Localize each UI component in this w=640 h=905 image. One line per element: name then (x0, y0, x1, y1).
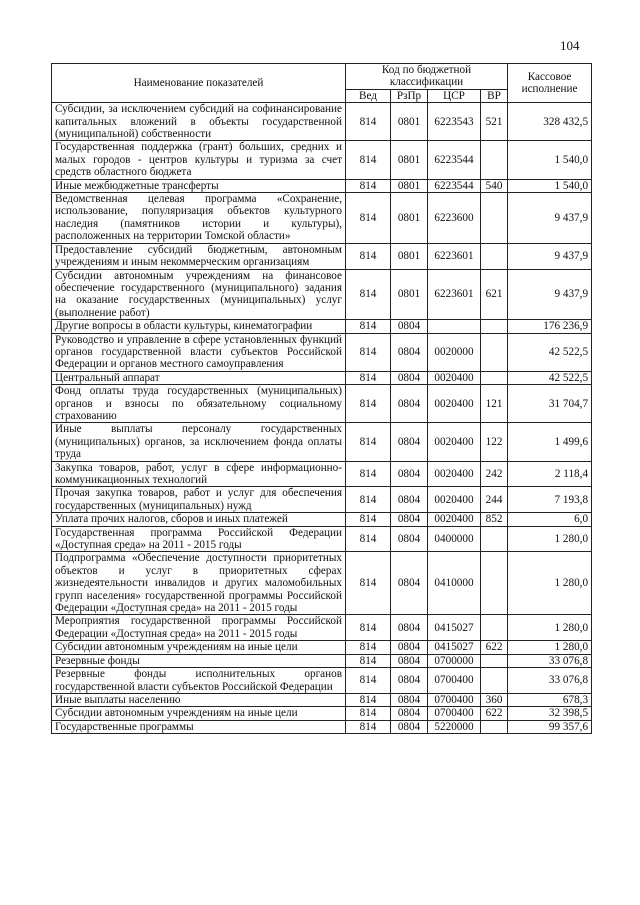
table-row (52, 552, 592, 615)
table-header-row-1 (52, 64, 592, 90)
row-name-cell: Субсидии, за исключением субсидий на софинансирование капитальных вложений в объекты государственной (муниципальной) собственности (52, 103, 346, 141)
row-name-cell: Руководство и управление в сфере установленных функций органов государственной власти субъектов Российской Федерации и органов местного самоуправления (52, 333, 346, 371)
row-name-cell: Мероприятия государственной программы Российской Федерации «Доступная среда» на 2011 - 2015 годы (52, 615, 346, 641)
row-rzpr-cell: 0804 (391, 552, 428, 615)
row-csr-cell: 0700400 (428, 707, 481, 720)
row-ved-cell: 814 (346, 320, 391, 333)
row-rzpr-cell: 0804 (391, 615, 428, 641)
row-ved-cell: 814 (346, 641, 391, 654)
row-rzpr-cell: 0804 (391, 461, 428, 487)
row-sum-cell: 1 540,0 (508, 179, 592, 192)
row-rzpr-cell: 0804 (391, 668, 428, 694)
row-rzpr-cell: 0804 (391, 513, 428, 526)
row-ved-cell: 814 (346, 668, 391, 694)
row-vr-cell: 360 (481, 693, 508, 706)
row-ved-cell: 814 (346, 193, 391, 244)
table-row (52, 333, 592, 371)
row-sum-cell: 1 280,0 (508, 552, 592, 615)
row-vr-cell (481, 668, 508, 694)
row-csr-cell: 0415027 (428, 615, 481, 641)
row-name-cell: Резервные фонды (52, 654, 346, 667)
row-rzpr-cell: 0801 (391, 243, 428, 269)
row-sum-cell: 328 432,5 (508, 103, 592, 141)
row-sum-cell: 42 522,5 (508, 333, 592, 371)
table-row (52, 513, 592, 526)
row-csr-cell (428, 320, 481, 333)
row-name-cell: Иные выплаты населению (52, 693, 346, 706)
row-sum-cell: 9 437,9 (508, 269, 592, 320)
row-csr-cell: 6223544 (428, 179, 481, 192)
row-csr-cell: 0020400 (428, 513, 481, 526)
row-sum-cell: 1 499,6 (508, 423, 592, 461)
row-ved-cell: 814 (346, 141, 391, 179)
header-vr: ВР (481, 89, 508, 102)
table-row (52, 461, 592, 487)
row-csr-cell: 0415027 (428, 641, 481, 654)
row-ved-cell: 814 (346, 526, 391, 552)
row-name-cell: Государственные программы (52, 720, 346, 733)
row-csr-cell: 0020400 (428, 461, 481, 487)
row-vr-cell: 852 (481, 513, 508, 526)
table-row (52, 641, 592, 654)
row-vr-cell: 242 (481, 461, 508, 487)
row-rzpr-cell: 0804 (391, 693, 428, 706)
header-csr: ЦСР (428, 89, 481, 102)
row-vr-cell: 622 (481, 707, 508, 720)
table-row (52, 269, 592, 320)
row-vr-cell: 121 (481, 385, 508, 423)
row-ved-cell: 814 (346, 654, 391, 667)
row-name-cell: Предоставление субсидий бюджетным, автономным учреждениям и иным некоммерческим организациям (52, 243, 346, 269)
row-csr-cell: 0700000 (428, 654, 481, 667)
row-csr-cell: 0020000 (428, 333, 481, 371)
row-vr-cell: 521 (481, 103, 508, 141)
row-csr-cell: 6223600 (428, 193, 481, 244)
header-rzpr: РзПр (391, 89, 428, 102)
row-rzpr-cell: 0804 (391, 654, 428, 667)
table-row (52, 320, 592, 333)
row-sum-cell: 1 280,0 (508, 526, 592, 552)
row-rzpr-cell: 0804 (391, 707, 428, 720)
row-rzpr-cell: 0801 (391, 269, 428, 320)
row-vr-cell: 622 (481, 641, 508, 654)
row-rzpr-cell: 0804 (391, 423, 428, 461)
row-csr-cell: 0700400 (428, 668, 481, 694)
row-sum-cell: 7 193,8 (508, 487, 592, 513)
row-sum-cell: 2 118,4 (508, 461, 592, 487)
row-sum-cell: 99 357,6 (508, 720, 592, 733)
row-sum-cell: 32 398,5 (508, 707, 592, 720)
row-sum-cell: 1 280,0 (508, 615, 592, 641)
row-csr-cell: 0020400 (428, 371, 481, 384)
row-vr-cell (481, 552, 508, 615)
row-name-cell: Фонд оплаты труда государственных (муниципальных) органов и взносы по обязательному социальному страхованию (52, 385, 346, 423)
row-ved-cell: 814 (346, 243, 391, 269)
row-csr-cell: 6223543 (428, 103, 481, 141)
table-row (52, 668, 592, 694)
row-ved-cell: 814 (346, 333, 391, 371)
row-csr-cell: 0020400 (428, 487, 481, 513)
row-sum-cell: 1 540,0 (508, 141, 592, 179)
row-name-cell: Субсидии автономным учреждениям на финансовое обеспечение государственного (муниципального) задания на оказание государственных (муниципальных) услуг (выполнение работ) (52, 269, 346, 320)
row-csr-cell: 0020400 (428, 385, 481, 423)
row-name-cell: Уплата прочих налогов, сборов и иных платежей (52, 513, 346, 526)
row-ved-cell: 814 (346, 461, 391, 487)
row-vr-cell (481, 720, 508, 733)
row-sum-cell: 9 437,9 (508, 243, 592, 269)
row-name-cell: Подпрограмма «Обеспечение доступности приоритетных объектов и услуг в приоритетных сферах жизнедеятельности инвалидов и других маломобильных групп населения» государственной программы Российской Федерации «Доступная среда» на 2011 - 2015 годы (52, 552, 346, 615)
budget-table (51, 63, 592, 734)
table-row (52, 707, 592, 720)
table-row (52, 654, 592, 667)
row-name-cell: Государственная программа Российской Федерации «Доступная среда» на 2011 - 2015 годы (52, 526, 346, 552)
row-vr-cell (481, 333, 508, 371)
row-rzpr-cell: 0804 (391, 641, 428, 654)
row-rzpr-cell: 0804 (391, 720, 428, 733)
table-row (52, 526, 592, 552)
row-rzpr-cell: 0804 (391, 371, 428, 384)
header-ved: Вед (346, 89, 391, 102)
row-vr-cell: 122 (481, 423, 508, 461)
row-ved-cell: 814 (346, 269, 391, 320)
row-sum-cell: 31 704,7 (508, 385, 592, 423)
row-csr-cell: 0700400 (428, 693, 481, 706)
row-name-cell: Закупка товаров, работ, услуг в сфере информационно-коммуникационных технологий (52, 461, 346, 487)
table-row (52, 423, 592, 461)
row-sum-cell: 1 280,0 (508, 641, 592, 654)
table-row (52, 243, 592, 269)
table-row (52, 487, 592, 513)
row-name-cell: Иные межбюджетные трансферты (52, 179, 346, 192)
row-ved-cell: 814 (346, 615, 391, 641)
row-ved-cell: 814 (346, 103, 391, 141)
row-name-cell: Прочая закупка товаров, работ и услуг для обеспечения государственных (муниципальных) нужд (52, 487, 346, 513)
row-vr-cell (481, 615, 508, 641)
row-rzpr-cell: 0804 (391, 385, 428, 423)
row-rzpr-cell: 0801 (391, 141, 428, 179)
row-sum-cell: 33 076,8 (508, 668, 592, 694)
table-row (52, 720, 592, 733)
table-row (52, 693, 592, 706)
row-name-cell: Резервные фонды исполнительных органов государственной власти субъектов Российской Федерации (52, 668, 346, 694)
row-name-cell: Субсидии автономным учреждениям на иные цели (52, 641, 346, 654)
row-vr-cell: 540 (481, 179, 508, 192)
table-row (52, 179, 592, 192)
table-row (52, 615, 592, 641)
row-csr-cell: 5220000 (428, 720, 481, 733)
row-csr-cell: 6223601 (428, 269, 481, 320)
table-row (52, 371, 592, 384)
row-vr-cell (481, 320, 508, 333)
row-vr-cell (481, 193, 508, 244)
row-rzpr-cell: 0804 (391, 487, 428, 513)
row-rzpr-cell: 0801 (391, 179, 428, 192)
row-name-cell: Субсидии автономным учреждениям на иные цели (52, 707, 346, 720)
row-ved-cell: 814 (346, 179, 391, 192)
row-ved-cell: 814 (346, 693, 391, 706)
row-ved-cell: 814 (346, 371, 391, 384)
header-code-group: Код по бюджетной классификации (346, 64, 508, 90)
row-name-cell: Государственная поддержка (грант) больших, средних и малых городов - центров культуры и туризма за счет средств областного бюджета (52, 141, 346, 179)
row-ved-cell: 814 (346, 487, 391, 513)
row-vr-cell (481, 141, 508, 179)
row-ved-cell: 814 (346, 720, 391, 733)
row-vr-cell: 244 (481, 487, 508, 513)
row-ved-cell: 814 (346, 552, 391, 615)
row-rzpr-cell: 0804 (391, 526, 428, 552)
row-name-cell: Ведомственная целевая программа «Сохранение, использование, популяризация объектов культурного наследия (памятников истории и культуры), расположенных на территории Томской области» (52, 193, 346, 244)
row-name-cell: Центральный аппарат (52, 371, 346, 384)
table-row (52, 103, 592, 141)
row-vr-cell (481, 526, 508, 552)
row-sum-cell: 678,3 (508, 693, 592, 706)
row-ved-cell: 814 (346, 707, 391, 720)
row-sum-cell: 42 522,5 (508, 371, 592, 384)
row-rzpr-cell: 0801 (391, 193, 428, 244)
row-sum-cell: 176 236,9 (508, 320, 592, 333)
row-sum-cell: 33 076,8 (508, 654, 592, 667)
row-rzpr-cell: 0804 (391, 333, 428, 371)
row-csr-cell: 6223544 (428, 141, 481, 179)
row-ved-cell: 814 (346, 385, 391, 423)
row-sum-cell: 9 437,9 (508, 193, 592, 244)
row-csr-cell: 0020400 (428, 423, 481, 461)
header-sum: Кассовое исполнение (508, 64, 592, 103)
row-rzpr-cell: 0804 (391, 320, 428, 333)
row-ved-cell: 814 (346, 423, 391, 461)
row-sum-cell: 6,0 (508, 513, 592, 526)
row-csr-cell: 0400000 (428, 526, 481, 552)
row-name-cell: Иные выплаты персоналу государственных (муниципальных) органов, за исключением фонда оплаты труда (52, 423, 346, 461)
row-vr-cell (481, 371, 508, 384)
page-number: 104 (560, 38, 580, 53)
row-vr-cell: 621 (481, 269, 508, 320)
row-vr-cell (481, 654, 508, 667)
row-name-cell: Другие вопросы в области культуры, кинематографии (52, 320, 346, 333)
row-csr-cell: 0410000 (428, 552, 481, 615)
row-vr-cell (481, 243, 508, 269)
row-ved-cell: 814 (346, 513, 391, 526)
header-name: Наименование показателей (52, 64, 346, 103)
table-row (52, 141, 592, 179)
table-row (52, 193, 592, 244)
row-rzpr-cell: 0801 (391, 103, 428, 141)
table-row (52, 385, 592, 423)
row-csr-cell: 6223601 (428, 243, 481, 269)
